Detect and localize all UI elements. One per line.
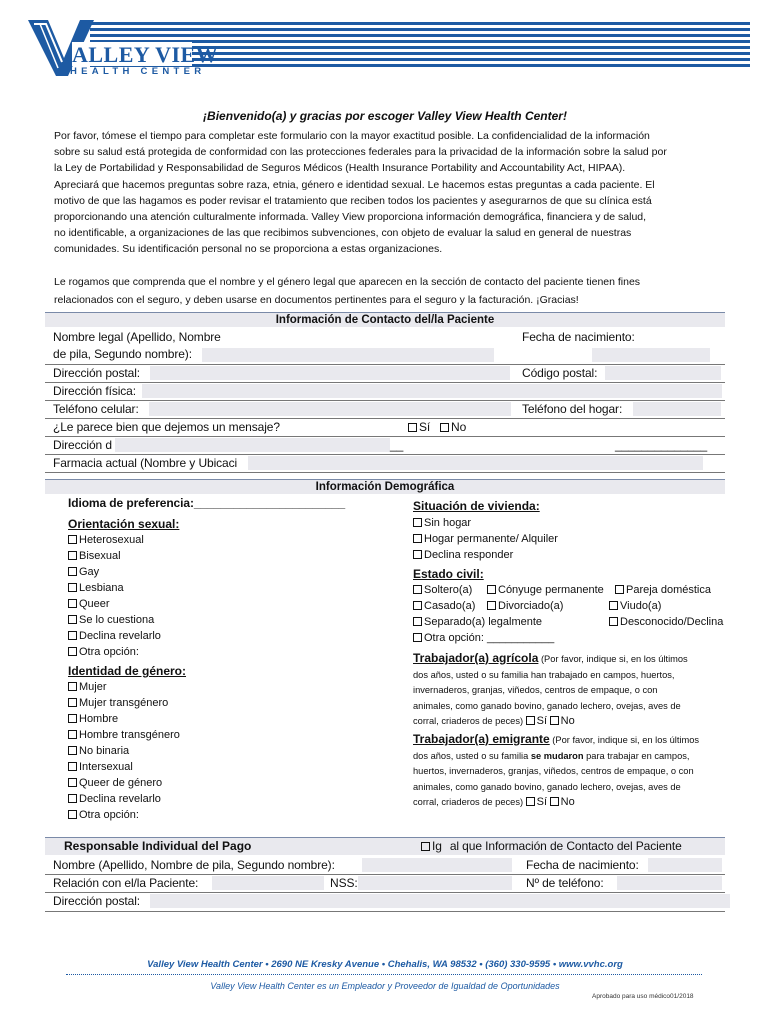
gender-option[interactable] [68,791,180,807]
checkbox-icon[interactable] [487,585,496,594]
checkbox-icon[interactable] [68,762,77,771]
checkbox-icon[interactable] [413,518,422,527]
zip-label: Código postal: [522,366,598,380]
checkbox-icon[interactable] [68,746,77,755]
intro-paragraph-2 [54,274,734,309]
migrant-last-text: corral, criaderos de peces) [413,797,524,807]
option-label: Otra opción: [79,646,139,658]
marital-option[interactable] [413,630,554,646]
gender-option[interactable] [68,759,180,775]
option-label: Gay [79,566,100,578]
language-label: Idioma de preferencia: [68,496,194,510]
option-label: No [451,420,467,434]
option-label: Separado(a) legalmente [424,616,543,628]
checkbox-icon[interactable] [68,682,77,691]
legal-name-field[interactable] [202,348,494,362]
logo-wordmark: ALLEY VIEW [72,42,219,67]
gender-option[interactable] [68,807,180,823]
intro-line: la Ley de Portabilidad y Responsabilidad de Seguros Médicos (Health Insurance Portability and Accountability Act, HIPAA). [54,162,626,175]
ssn-field[interactable] [358,876,512,890]
email-underline: __ [390,438,404,452]
checkbox-icon[interactable] [615,585,624,594]
marital-option[interactable] [487,598,563,614]
housing-option[interactable] [413,531,558,547]
checkbox-icon[interactable] [68,583,77,592]
migrant-heading: Trabajador(a) emigrante [413,732,550,746]
migrant-last-line [413,795,733,811]
orientation-option[interactable] [68,628,161,644]
checkbox-icon[interactable] [68,567,77,576]
option-label: Mujer [79,681,107,693]
orientation-option[interactable] [68,580,161,596]
option-label: Sí [536,796,548,808]
orientation-option[interactable] [68,644,161,660]
option-label: Sí [419,420,431,434]
marital-heading: Estado civil: [413,567,484,581]
option-label: Sin hogar [424,517,472,529]
gender-option[interactable] [68,727,180,743]
checkbox-icon[interactable] [68,698,77,707]
pharmacy-field[interactable] [248,456,703,470]
orientation-list [68,532,161,660]
farmworker-line: animales, como ganado bovino, ganado lechero, ovejas, aves de [413,700,681,711]
legal-name-label: Nombre legal (Apellido, Nombre [53,330,221,344]
language-row [68,496,345,510]
row-divider [45,382,725,383]
email-label: Dirección d [53,438,112,452]
migrant-intro: (Por favor, indique si, en los últimos [549,735,700,745]
option-label: Declina revelarlo [79,793,161,805]
message-question: ¿Le parece bien que dejemos un mensaje? [53,420,280,434]
checkbox-icon[interactable] [68,615,77,624]
migrant-yes-option[interactable] [526,796,547,808]
option-label: Lesbiana [79,582,124,594]
intro-line: Le rogamos que comprenda que el nombre y el género legal que aparecen en la sección de contacto del paciente tienen fines [54,276,641,288]
language-field[interactable]: _______________________ [193,496,346,510]
payer-mailing-label: Dirección postal: [53,894,141,908]
cell-phone-label: Teléfono celular: [53,402,139,416]
intro-line: Por favor, tómese el tiempo para completar este formulario con la mayor exactitud posible. La confidencialidad de la información [54,130,650,142]
marital-option[interactable] [609,598,661,614]
home-phone-label: Teléfono del hogar: [522,402,623,416]
option-label: Desconocido/Declina [620,616,724,628]
orientation-option[interactable] [68,596,161,612]
gender-heading: Identidad de género: [68,664,187,678]
farmworker-line: invernaderos, granjas, viñedos, centros de empaque, o con [413,685,658,695]
checkbox-icon[interactable] [413,601,422,610]
dob-field[interactable] [592,348,710,362]
option-label: Mujer transgénero [79,697,169,709]
farmworker-yes-option[interactable] [526,715,547,727]
option-label: Otra opción: [79,809,139,821]
option-label: Queer de género [79,777,163,789]
payer-phone-label: Nº de teléfono: [526,876,604,890]
header [0,0,770,80]
marital-option[interactable] [413,614,542,630]
checkbox-icon[interactable] [413,633,422,642]
row-divider [45,364,725,365]
intro-line: sobre su salud está protegida de conformidad con las protecciones federales para la privacidad de la información sobre la salud por [54,146,667,159]
pharmacy-label: Farmacia actual (Nombre y Ubicaci [53,456,238,470]
migrant-text: para trabajar en campos, [583,750,690,761]
approval-note: Aprobado para uso médico01/2018 [592,993,694,1000]
message-no-option[interactable] [440,420,466,434]
payer-phone-field[interactable] [617,876,722,890]
option-label: Cónyuge permanente [498,584,604,596]
intro-line: comunidades. Su identificación personal no se proporciona a estas organizaciones. [54,243,443,256]
option-label: No [560,796,575,808]
intro-line: proporcionando una atención culturalmente informada. Valley View proporciona información demográfica, financiera y de salud, [54,211,647,224]
migrant-line: animales, como ganado bovino, ganado lechero, ovejas, aves de [413,781,681,792]
checkbox-icon[interactable] [68,647,77,656]
farmworker-block [413,650,733,730]
row-divider [45,454,725,455]
migrant-line [413,749,733,765]
cell-phone-field[interactable] [149,402,511,416]
marital-option[interactable] [615,582,711,598]
contact-section-heading: Información de Contacto del/la Paciente [45,312,725,327]
checkbox-icon[interactable] [413,585,422,594]
gender-option[interactable] [68,695,180,711]
mailing-address-field[interactable] [150,366,510,380]
intro-line: relacionados con el seguro, y deben usarse en documentos pertinentes para el seguro y la facturación. ¡Gracias! [54,293,579,306]
checkbox-icon[interactable] [68,714,77,723]
housing-option[interactable] [413,547,558,563]
checkbox-icon[interactable] [421,842,430,851]
same-as-label-a: Ig [432,839,442,853]
checkbox-icon[interactable] [68,551,77,560]
intro-line: no identificable, a organizaciones de las que recibimos subvenciones, con objeto de evaluar la salud en general de nuestras [54,227,632,240]
legal-name-label-2: de pila, Segundo nombre): [53,347,192,361]
option-label: Declina responder [424,549,514,561]
farmworker-last-text: corral, criaderos de peces) [413,716,524,726]
checkbox-icon[interactable] [550,797,559,806]
gender-option[interactable] [68,679,180,695]
checkbox-icon[interactable] [408,423,417,432]
footer-equal-opportunity: Valley View Health Center es un Empleador y Proveedor de Igualdad de Oportunidades [210,981,560,991]
housing-heading: Situación de vivienda: [413,499,540,513]
same-as-label-b: al que Información de Contacto del Paciente [449,839,682,853]
option-label: Pareja doméstica [626,584,711,596]
checkbox-icon[interactable] [526,797,535,806]
farmworker-heading: Trabajador(a) agrícola [413,651,539,665]
migrant-no-option[interactable] [550,796,575,808]
orientation-option[interactable] [68,548,161,564]
dob-label: Fecha de nacimiento: [522,330,635,344]
checkbox-icon[interactable] [68,794,77,803]
gender-option[interactable] [68,775,180,791]
marital-option[interactable] [413,582,472,598]
farmworker-intro: (Por favor, indique si, en los últimos [538,654,688,664]
option-label: Declina revelarlo [79,630,161,642]
housing-option[interactable] [413,515,558,531]
marital-option[interactable] [487,582,604,598]
marital-option[interactable] [609,614,723,630]
row-divider [45,436,725,437]
checkbox-icon[interactable] [68,810,77,819]
home-phone-field[interactable] [633,402,721,416]
footer-address: Valley View Health Center • 2690 NE Kresky Avenue • Chehalis, WA 98532 • (360) 330-9595 • www.vvhc.org [147,959,623,970]
row-divider [45,418,725,419]
physical-address-label: Dirección física: [53,384,136,398]
checkbox-icon[interactable] [413,550,422,559]
option-label: Otra opción: ___________ [424,632,555,644]
intro-paragraph [54,128,734,258]
payer-dob-field[interactable] [648,858,722,872]
row-divider [45,874,725,875]
migrant-text-bold: se mudaron [530,750,584,761]
email-underline-2: ______________ [615,438,708,452]
migrant-line: huertos, invernaderos, granjas, viñedos, centros de empaque, o con [413,766,694,776]
orientation-heading: Orientación sexual: [68,517,180,531]
option-label: Se lo cuestiona [79,614,155,626]
option-label: Hombre transgénero [79,729,180,741]
zip-field[interactable] [605,366,721,380]
migrant-block [413,731,733,811]
payer-name-field[interactable] [362,858,512,872]
checkbox-icon[interactable] [68,778,77,787]
row-divider [45,911,725,912]
logo-subtitle: HEALTH CENTER [70,66,206,77]
gender-list [68,679,180,823]
checkbox-icon[interactable] [413,534,422,543]
option-label: Viudo(a) [620,600,662,612]
option-label: Intersexual [79,761,133,773]
option-label: No binaria [79,745,130,757]
migrant-text: dos años, usted o su familia [413,750,531,761]
option-label: Divorciado(a) [498,600,564,612]
option-label: Bisexual [79,550,121,562]
checkbox-icon[interactable] [550,716,559,725]
checkbox-icon[interactable] [68,730,77,739]
gender-option[interactable] [68,743,180,759]
checkbox-icon[interactable] [68,599,77,608]
option-label: Soltero(a) [424,584,473,596]
orientation-option[interactable] [68,612,161,628]
checkbox-icon[interactable] [609,601,618,610]
checkbox-icon[interactable] [609,617,618,626]
option-label: No [560,715,575,727]
physical-address-field[interactable] [142,384,722,398]
orientation-option[interactable] [68,564,161,580]
intro-title: ¡Bienvenido(a) y gracias por escoger Valley View Health Center! [203,109,567,123]
option-label: Hogar permanente/ Alquiler [424,533,558,545]
payer-name-label: Nombre (Apellido, Nombre de pila, Segundo nombre): [53,858,335,872]
email-field[interactable] [115,438,390,452]
payer-dob-label: Fecha de nacimiento: [526,858,639,872]
relationship-label: Relación con el/la Paciente: [53,876,199,890]
option-label: Queer [79,598,110,610]
ssn-label: NSS: [330,876,358,890]
row-divider [45,400,725,401]
housing-list [413,515,558,563]
intro-line: motivo de que las hagamos es poder revisar el tratamiento que reciben todos los pacientes y asegurarnos de que su clínica está [54,194,652,207]
farmworker-line: dos años, usted o su familia han trabajado en campos, huertos, [413,669,675,680]
mailing-address-label: Dirección postal: [53,366,141,380]
payer-mailing-field[interactable] [150,894,730,908]
farmworker-no-option[interactable] [550,715,575,727]
option-label: Hombre [79,713,119,725]
relationship-field[interactable] [212,876,324,890]
farmworker-last-line [413,714,733,730]
marital-option[interactable] [413,598,475,614]
row-divider [45,472,725,473]
checkbox-icon[interactable] [68,535,77,544]
intro-line: Apreciará que hacemos preguntas sobre raza, etnia, género e identidad sexual. Le hacemos estas preguntas a cada paciente. El [54,178,655,191]
checkbox-icon[interactable] [487,601,496,610]
footer-divider [66,974,702,975]
option-label: Casado(a) [424,600,476,612]
checkbox-icon[interactable] [526,716,535,725]
gender-option[interactable] [68,711,180,727]
payer-heading: Responsable Individual del Pago [64,839,252,853]
demographic-section-heading: Información Demográfica [45,479,725,494]
option-label: Sí [536,715,548,727]
option-label: Heterosexual [79,534,144,546]
checkbox-icon[interactable] [68,631,77,640]
row-divider [45,892,725,893]
checkbox-icon[interactable] [440,423,449,432]
message-yes-option[interactable] [408,420,430,434]
orientation-option[interactable] [68,532,161,548]
same-as-contact-option[interactable] [421,839,682,853]
checkbox-icon[interactable] [413,617,422,626]
